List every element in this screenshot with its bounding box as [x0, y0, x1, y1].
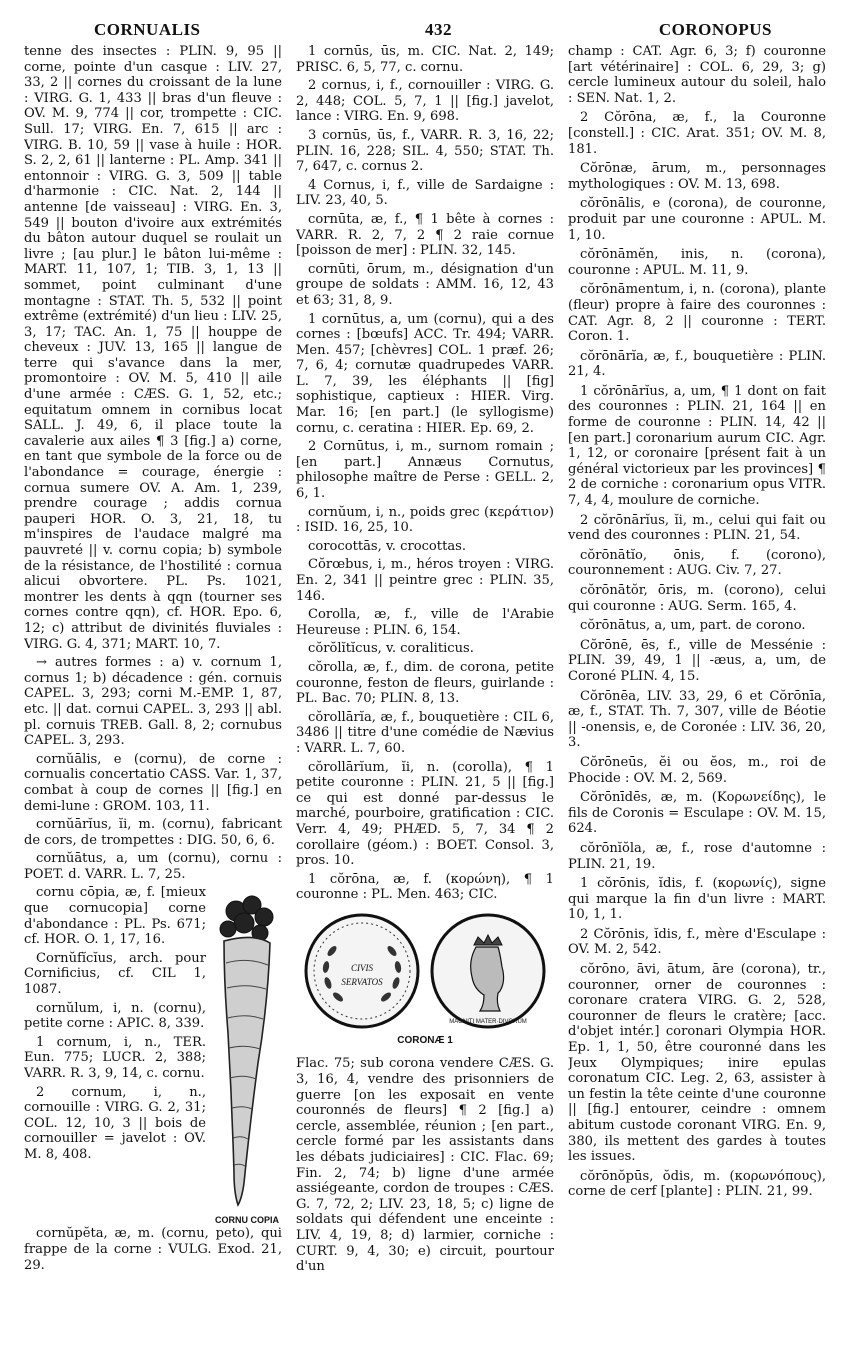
entry: cornŭātus, a, um (cornu), cornu : POET. d. VARR. L. 7, 25. [24, 851, 282, 882]
entry: cŏrōnātĭo, ōnis, f. (corono), couronnement : AUG. Civ. 7, 27. [568, 547, 826, 579]
entry: 1 cornūs, ūs, m. CIC. Nat. 2, 149; PRISC. 6, 5, 77, c. cornu. [296, 44, 554, 75]
entry: cŏrōnāmentum, i, n. (corona), plante (fleur) propre à faire des couronnes : CAT. Agr. 8, 2 || couronne : TERT. Coron. 1. [568, 282, 826, 345]
entry: 2 Cŏrōna, æ, f., la Couronne [constell.] : CIC. Arat. 351; OV. M. 8, 181. [568, 110, 826, 157]
entry: champ : CAT. Agr. 6, 3; f) couronne [art vétérinaire] : COL. 6, 29, 3; g) cercle lumineux autour du soleil, halo : SEN. Nat. 1, 2. [568, 44, 826, 106]
entry: cornŭlum, i, n. (cornu), petite corne : APIC. 8, 339. [24, 1000, 206, 1032]
entry: corocottās, v. crocottas. [308, 538, 467, 554]
entry: cornŭārĭus, ĭi, m. (cornu), fabricant de cors, de trompettes : DIG. 50, 6, 6. [24, 817, 282, 848]
entry: 2 Cornūtus, i, m., surnom romain ; [en part.] Annæus Cornutus, philosophe maître de Perse : GELL. 2, 6, 1. [296, 439, 554, 502]
entry: 2 cornus, i, f., cornouiller : VIRG. G. 2, 448; COL. 5, 7, 1 || [fig.] javelot, lance : VIRG. En. 9, 698. [296, 78, 554, 125]
entry: 1 cŏrōnis, ĭdis, f. (κορωνίς), signe qui marque la fin d'un livre : MART. 10, 1, 1. [568, 876, 826, 923]
entry: 1 cornūtus, a, um (cornu), qui a des cornes : [bœufs] ACC. Tr. 494; VARR. Men. 457; [chèvres] COL. 1 præf. 26; 7, 6, 4; cornutæ quadrupedes VARR. L. 7, 39, les éléphants || [fig] sophistique, captieux : HIER. Virg. Mar. 16; [en part.] (le syllogisme) cornu, c. ceratina : HIER. Ep. 69, 2. [296, 311, 554, 436]
entry: cŏrōno, āvi, ātum, āre (corona), tr., couronner, orner de couronnes : coronare cratera VIRG. G. 2, 528, couronner de fleurs le cratère; [acc. d'objet intér.] coronari Olympia HOR. Ep. 1, 1, 50, être couronné dans les Jeux Olympiques; inire epulas coronatum CIC. Leg. 2, 63, assister à un festin la tête ceinte d'une couronne || [fig.] entourer, ceindre : omnem abitum custode coronant VIRG. En. 9, 380, ils mettent des gardes à toutes les issues. [568, 962, 826, 1165]
entry: cŏrŏlĭtĭcus, v. coraliticus. [308, 641, 474, 657]
entry: cornŭālis, e (cornu), de corne : cornualis concertatio CASS. Var. 1, 37, combat à coup de cornes || [fig.] en demi-lune : GROM. 103, 11. [24, 751, 282, 814]
coin-inscription-line: SERVATOS [341, 976, 383, 987]
column-2 [296, 44, 554, 1278]
column-1 [24, 44, 282, 1276]
entry: 1 cornum, i, n., TER. Eun. 775; LUCR. 2, 388; VARR. R. 3, 9, 14, c. cornu. [24, 1034, 206, 1081]
entry: Cornŭfĭcĭus, arch. pour Cornificius, cf. CIL 1, 1087. [24, 950, 206, 998]
entry: cŏrōnālis, e (corona), de couronne, produit par une couronne : APUL. M. 1, 10. [568, 196, 826, 243]
entry: 3 cornūs, ūs, f., VARR. R. 3, 16, 22; PLIN. 16, 228; SIL. 4, 550; STAT. Th. 7, 647, c. cornus 2. [296, 127, 554, 175]
cornucopia-block [24, 885, 282, 1226]
entry: cŏrōnāmĕn, inis, n. (corona), couronne : APUL. M. 11, 9. [568, 247, 826, 278]
coin-civic-crown-icon [302, 911, 422, 1031]
entry: 1 cŏrōnārĭus, a, um, ¶ 1 dont on fait des couronnes : PLIN. 21, 164 || en forme de couronne : PLIN. 14, 42 || [en part.] coronarium aurum CIC. Agr. 1, 12, or coronaire [présent fait à un général victorieux par les provinces] ¶ 2 de corniche : coronarium opus VITR. 7, 4, 4, moulure de corniche. [568, 383, 826, 509]
entry: cŏrōnārĭa, æ, f., bouquetière : PLIN. 21, 4. [568, 348, 826, 380]
entry: cornūti, ōrum, m., désignation d'un groupe de soldats : AMM. 16, 12, 43 et 63; 31, 8, 9. [296, 261, 554, 308]
coin-inscription-line: CIVIS [351, 962, 373, 973]
coin-inscription: MAGNITI MATER·DIVORUM [449, 1018, 527, 1025]
entry: cŏrōnātus, a, um, part. de corono. [580, 618, 806, 634]
page-number: 432 [425, 20, 452, 39]
entry: Cŏrōneūs, ĕi ou ĕos, m., roi de Phocide : OV. M. 2, 569. [568, 754, 826, 786]
entry: Cŏrœbus, i, m., héros troyen : VIRG. En. 2, 341 || peintre grec : PLIN. 35, 146. [296, 557, 554, 604]
entry: cŏrollārĭum, ĭi, n. (corolla), ¶ 1 petite couronne : PLIN. 21, 5 || [fig.] ce qui est donné par-dessus le marché, pourboire, gratification : CIC. Verr. 4, 49; PHÆD. 5, 7, 34 ¶ 2 corollaire (géom.) : BOET. Consol. 3, pros. 10. [296, 759, 554, 869]
cornucopia-illustration [212, 885, 282, 1226]
entry: cornu cōpia, æ, f. [mieux que cornucopia] corne d'abondance : PL. Ps. 671; cf. HOR. O. 1, 17, 16. [24, 885, 206, 948]
entry: cŏrōnātŏr, ōris, m. (corono), celui qui couronne : AUG. Serm. 165, 4. [568, 583, 826, 614]
entry: Cŏrōnīdēs, æ, m. (Κορωνείδης), le fils de Coronis = Esculape : OV. M. 15, 624. [568, 790, 826, 837]
entry: Cŏrōnæ, ārum, m., personnages mythologiques : OV. M. 13, 698. [568, 161, 826, 192]
header-last-word: CORONOPUS [658, 20, 772, 39]
entry: cŏrolla, æ, f., dim. de corona, petite couronne, feston de fleurs, guirlande : PL. Bac. 70; PLIN. 8, 13. [296, 659, 554, 707]
entry: 2 cŏrōnārĭus, ĭi, m., celui qui fait ou vend des couronnes : PLIN. 21, 54. [568, 512, 826, 544]
columns [24, 44, 826, 1344]
cornucopia-entries [24, 885, 206, 1226]
entry: Cŏrōnēa, LIV. 33, 29, 6 et Cŏrōnīa, æ, f., STAT. Th. 7, 307, ville de Béotie || -onensis, e, de Coronée : LIV. 36, 20, 3. [568, 688, 826, 751]
entry: cŏrollārĭa, æ, f., bouquetière : CIL 6, 3486 || titre d'une comédie de Nævius : VARR. L. 7, 60. [296, 709, 554, 756]
entry: 2 cornum, i, n., cornouille : VIRG. G. 2, 31; COL. 12, 10, 3 || bois de cornouiller = javelot : OV. M. 8, 408. [24, 1084, 206, 1162]
entry: → autres formes : a) v. cornum 1, cornus 1; b) décadence : gén. cornuis CAPEL. 3, 293; corni M.-EMP. 1, 87, etc. || dat. cornui CAPEL. 3, 293 || abl. pl. cornuis TREB. Gall. 8, 2; cornubus CAPEL. 3, 293. [24, 655, 282, 749]
entry: tenne des insectes : PLIN. 9, 95 || corne, pointe d'un casque : LIV. 27, 33, 2 || cornes du croissant de la lune : VIRG. G. 1, 433 || bras d'un fleuve : OV. M. 9, 774 || cor, trompette : CIC. Sull. 17; VIRG. En. 7, 615 || arc : VIRG. B. 10, 59 || vase à huile : HOR. S. 2, 2, 61 || lanterne : PL. Amp. 341 || entonnoir : VIRG. G. 3, 509 || table d'harmonie : CIC. Nat. 2, 144 || antenne [de vaisseau] : VIRG. En. 3, 549 || bouton d'ivoire aux extrémités du bâton autour duquel se roulait un livre ; [au plur.] le bâton lui-même : MART. 11, 107, 1; TIB. 3, 1, 13 || sommet, point culminant d'une montagne : STAT. Th. 5, 532 || point extrême (extrémité) d'un lieu : LIV. 25, 3, 17; TAC. An. 1, 75 || houppe de cheveux : JUV. 13, 165 || langue de terre qui s'avance dans la mer, promontoire : OV. M. 5, 410 || aile d'une armée : CÆS. G. 1, 52, etc.; equitatum omnem in cornibus locat SALL. J. 49, 6, il place toute la cavalerie aux ailes ¶ 3 [fig.] a) corne, en tant que symbole de la force ou de l'abondance = courage, énergie : cornua sumere OV. A. Am. 1, 239, prendre courage ; addis cornua pauperi HOR. O. 3, 21, 18, tu m'inspires de l'audace malgré ma pauvreté || v. cornu copia; b) symbole de la résistance, de l'hostilité : cornua alicui obvortere. PL. Ps. 1021, montrer les dents à qqn (tourner ses cornes contre qqn), cf. HOR. Epo. 6, 12; c) attribut de divinités fluviales : VIRG. G. 4, 371; MART. 10, 7. [24, 44, 282, 652]
entry: 4 Cornus, i, f., ville de Sardaigne : LIV. 23, 40, 5. [296, 177, 554, 209]
cornucopia-icon [214, 893, 280, 1213]
running-head [24, 14, 826, 44]
header-first-word: CORNUALIS [94, 20, 201, 39]
entry: Flac. 75; sub corona vendere CÆS. G. 3, 16, 4, vendre des prisonniers de guerre [on les exposait en vente couronnés de fleurs] ¶ 2 [fig.] a) cercle, assemblée, réunion ; [en part., cercle formé par les assistants dans les débats judiciaires] : CIC. Flac. 69; Fin. 2, 74; b) ligne d'une armée assiégeante, cordon de troupes : CÆS. G. 7, 72, 2; LIV. 23, 18, 5; c) ligne de soldats qui défendent une enceinte : LIV. 4, 19, 8; d) larmier, corniche : CURT. 9, 4, 30; e) circuit, pourtour d'un [296, 1056, 554, 1275]
entry: 1 cŏrōna, æ, f. (κορώνη), ¶ 1 couronne : PL. Men. 463; CIC. [296, 871, 554, 903]
column-3 [568, 44, 826, 1204]
coin-caption: CORONÆ 1 [397, 1034, 453, 1046]
entry: cornŭum, i, n., poids grec (κεράτιον) : ISID. 16, 25, 10. [296, 504, 554, 536]
coin-illustrations [296, 911, 554, 1031]
entry: cŏrōnŏpūs, ŏdis, m. (κορωνόπους), corne de cerf [plante] : PLIN. 21, 99. [568, 1168, 826, 1200]
cornucopia-caption: CORNU COPIA [214, 1215, 279, 1226]
entry: cornŭpĕta, æ, m. (cornu, peto), qui frappe de la corne : VULG. Exod. 21, 29. [24, 1226, 282, 1273]
entry: Cŏrōnē, ēs, f., ville de Messénie : PLIN. 39, 49, 1 || -æus, a, um, de Coroné PLIN. 4, 15. [568, 637, 826, 684]
entry: 2 Cŏrōnis, ĭdis, f., mère d'Esculape : OV. M. 2, 542. [568, 926, 826, 958]
entry: cŏrōnĭŏla, æ, f., rose d'automne : PLIN. 21, 19. [568, 840, 826, 872]
entry: cornūta, æ, f., ¶ 1 bête à cornes : VARR. R. 2, 7, 2 ¶ 2 raie cornue [poisson de mer] : PLIN. 32, 145. [296, 211, 554, 259]
entry: Corolla, æ, f., ville de l'Arabie Heureuse : PLIN. 6, 154. [296, 607, 554, 638]
coin-cybele-head-icon [428, 911, 548, 1031]
